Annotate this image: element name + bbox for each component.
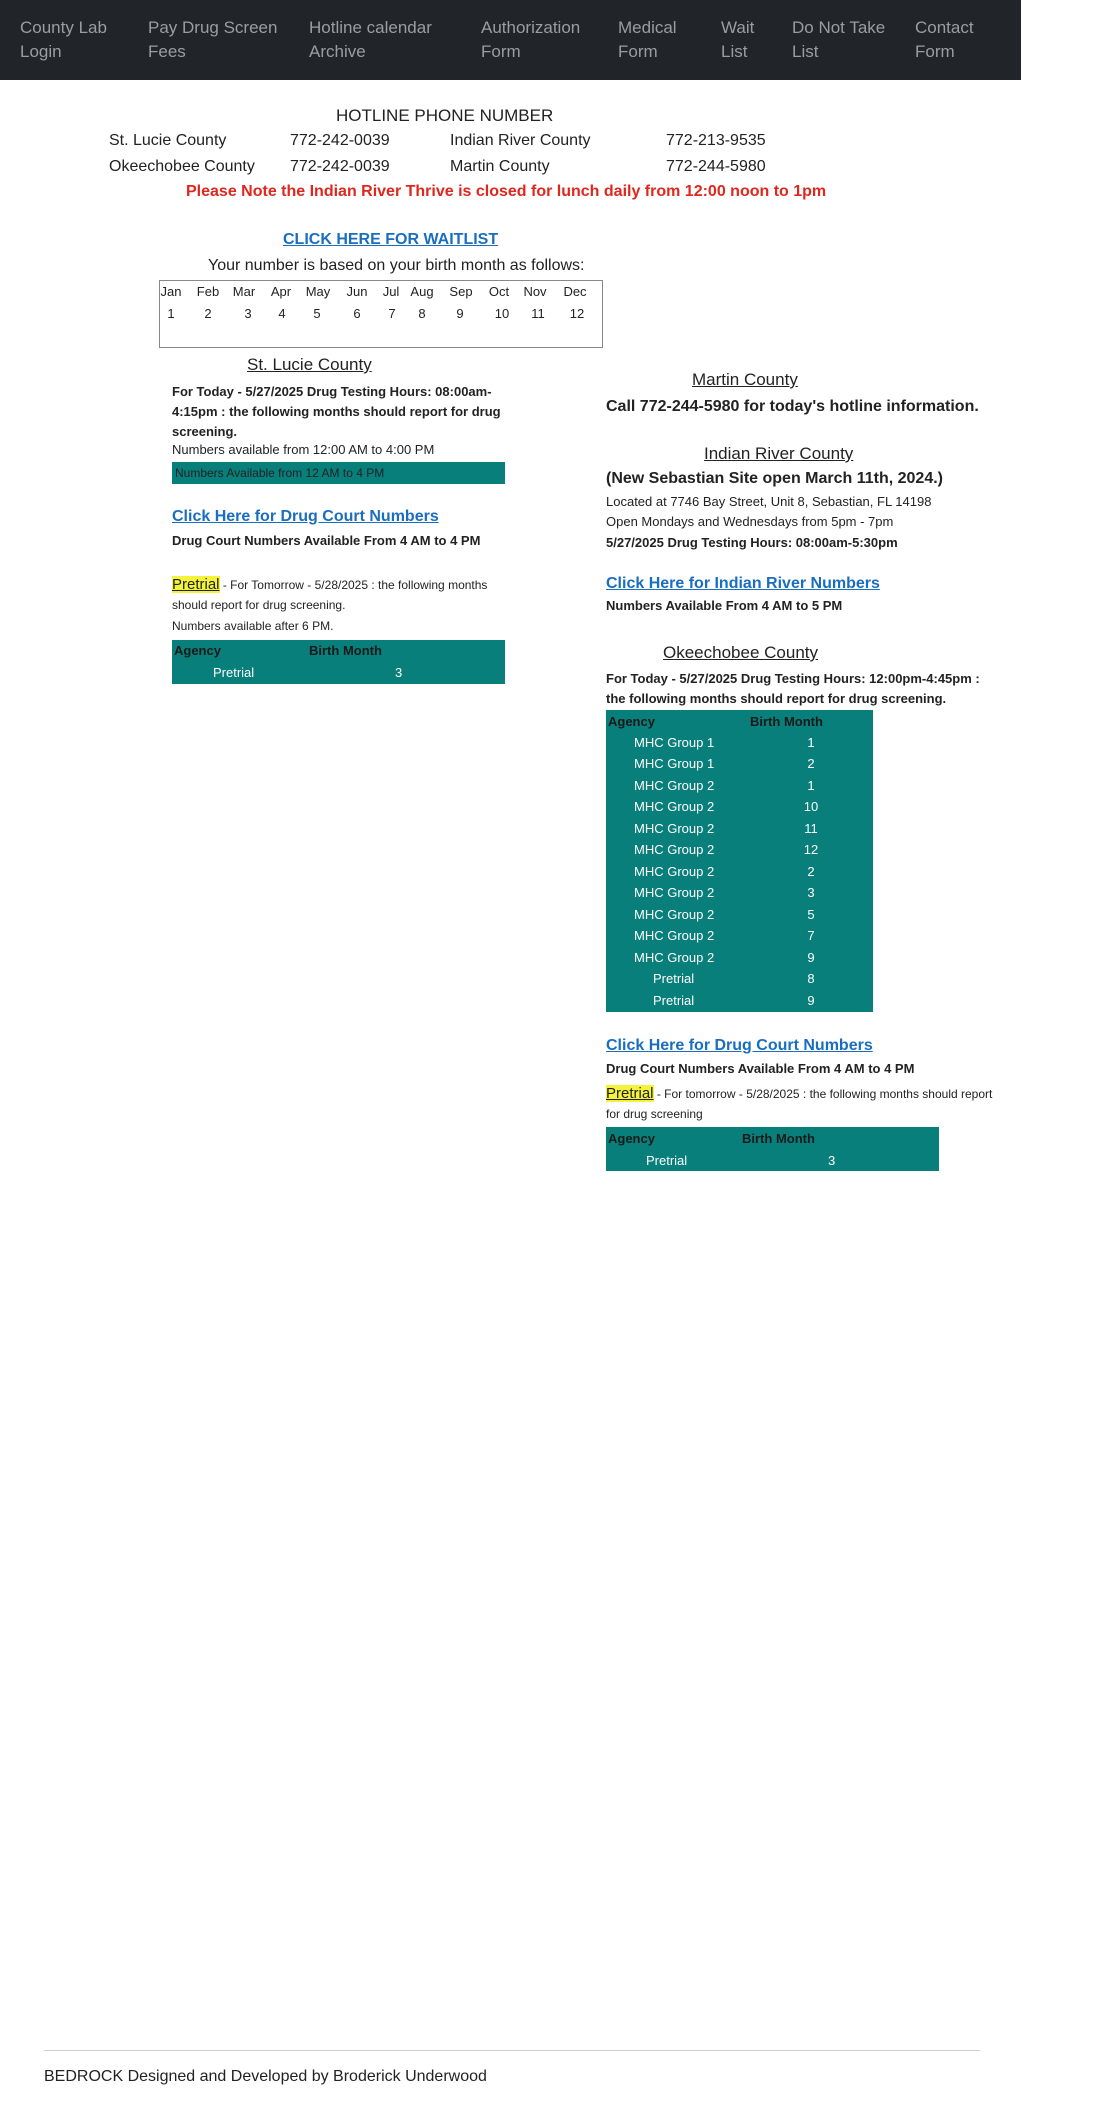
month-label: Apr — [270, 284, 292, 299]
okeechobee-today: For Today - 5/27/2025 Drug Testing Hours: 12:00pm-4:45pm : the following months should report for drug screening. — [606, 671, 980, 706]
stlucie-pretrial-label: Pretrial — [172, 576, 220, 593]
month-label: Mar — [232, 284, 256, 299]
indian-river-title: Indian River County — [704, 444, 854, 463]
month-number: 9 — [456, 306, 464, 321]
stlucie-pretrial-after: Numbers available after 6 PM. — [172, 619, 334, 633]
table-cell: 7 — [807, 928, 815, 943]
nav-pay-drug-screen-fees[interactable]: Pay Drug Screen Fees — [148, 18, 278, 61]
stlucie-available-bar-text: Numbers Available from 12 AM to 4 PM — [175, 466, 385, 480]
okeechobee-drug-court-note: Drug Court Numbers Available From 4 AM to 4 PM — [606, 1061, 915, 1076]
table-cell: MHC Group 2 — [634, 799, 715, 814]
month-number: 8 — [418, 306, 426, 321]
table-cell: 3 — [807, 885, 815, 900]
table-cell: MHC Group 2 — [634, 950, 715, 965]
nav-contact-form[interactable]: Contact Form — [915, 18, 974, 61]
okeechobee-pretrial-label: Pretrial — [606, 1085, 654, 1102]
month-number: 4 — [278, 306, 286, 321]
month-number: 7 — [388, 306, 396, 321]
table-cell: 5 — [807, 907, 815, 922]
table-cell: MHC Group 2 — [634, 821, 715, 836]
hotline-county: Martin County — [450, 158, 550, 175]
table-cell: MHC Group 1 — [634, 756, 715, 771]
month-label: Aug — [410, 284, 434, 299]
table-cell: MHC Group 2 — [634, 907, 715, 922]
table-cell: 12 — [803, 842, 819, 857]
month-number: 2 — [204, 306, 212, 321]
hotline-county: St. Lucie County — [109, 132, 227, 149]
indian-river-note: Numbers Available From 4 AM to 5 PM — [606, 598, 843, 613]
stlucie-title: St. Lucie County — [247, 355, 372, 374]
nav-wait-list[interactable]: Wait List — [721, 18, 755, 61]
table-cell: 3 — [828, 1153, 836, 1168]
month-label: Oct — [488, 284, 510, 299]
hotline-phone: 772-244-5980 — [666, 158, 766, 175]
martin-title: Martin County — [692, 370, 798, 389]
table-header: Birth Month — [750, 714, 823, 729]
nav-do-not-take-list[interactable]: Do Not Take List — [792, 18, 886, 61]
footer-credit: BEDROCK Designed and Developed by Broderick Underwood — [44, 2068, 487, 2085]
nav-county-lab-login[interactable]: County Lab Login — [20, 18, 107, 61]
table-cell: 9 — [807, 993, 815, 1008]
month-label: Jun — [346, 284, 368, 299]
hotline-phone: 772-213-9535 — [666, 132, 766, 149]
month-number: 10 — [494, 306, 510, 321]
month-number: 1 — [167, 306, 175, 321]
footer-divider — [44, 2050, 980, 2051]
month-number: 12 — [569, 306, 585, 321]
table-cell: 1 — [807, 735, 815, 750]
indian-river-site: (New Sebastian Site open March 11th, 2024.) — [606, 470, 943, 487]
stlucie-pretrial-block — [172, 575, 507, 615]
lunch-notice: Please Note the Indian River Thrive is closed for lunch daily from 12:00 noon to 1pm — [186, 183, 827, 200]
table-cell: Pretrial — [646, 1153, 688, 1168]
table-cell: Pretrial — [213, 665, 255, 680]
birth-month-intro: Your number is based on your birth month as follows: — [208, 257, 585, 274]
stlucie-pretrial-text: - For Tomorrow - 5/28/2025 : the following months should report for drug screening. — [172, 578, 488, 612]
month-number: 6 — [353, 306, 361, 321]
nav-medical-form[interactable]: Medical Form — [618, 18, 677, 61]
indian-river-hours: 5/27/2025 Drug Testing Hours: 08:00am-5:30pm — [606, 535, 898, 550]
top-navbar — [0, 0, 1021, 80]
nav-authorization-form[interactable]: Authorization Form — [481, 18, 581, 61]
month-label: Feb — [196, 284, 220, 299]
month-number: 3 — [244, 306, 252, 321]
martin-call: Call 772-244-5980 for today's hotline information. — [606, 398, 979, 415]
table-cell: 8 — [807, 971, 815, 986]
table-cell: MHC Group 2 — [634, 842, 715, 857]
hotline-county: Indian River County — [450, 132, 591, 149]
table-header: Birth Month — [309, 643, 382, 658]
okeechobee-title: Okeechobee County — [663, 643, 818, 662]
table-header: Agency — [608, 1131, 655, 1146]
month-label: Jan — [160, 284, 182, 299]
month-label: Nov — [523, 284, 547, 299]
table-cell: 9 — [807, 950, 815, 965]
month-number: 11 — [531, 306, 545, 321]
hotline-county: Okeechobee County — [109, 158, 255, 175]
okeechobee-pretrial-block — [606, 1084, 996, 1124]
waitlist-link[interactable]: CLICK HERE FOR WAITLIST — [283, 231, 499, 248]
stlucie-available-bar — [172, 462, 505, 484]
stlucie-today: For Today - 5/27/2025 Drug Testing Hours: 08:00am-4:15pm : the following months should report for drug screening. — [172, 384, 501, 439]
month-label: Jul — [382, 284, 400, 299]
table-cell: Pretrial — [653, 993, 695, 1008]
table-cell: MHC Group 2 — [634, 885, 715, 900]
table-cell: 1 — [807, 778, 815, 793]
month-label: Dec — [563, 284, 587, 299]
indian-river-open: Open Mondays and Wednesdays from 5pm - 7pm — [606, 514, 894, 529]
okeechobee-drug-court-link[interactable]: Click Here for Drug Court Numbers — [606, 1037, 873, 1054]
table-cell: MHC Group 2 — [634, 778, 715, 793]
hotline-phone: 772-242-0039 — [290, 158, 390, 175]
hotline-phone: 772-242-0039 — [290, 132, 390, 149]
table-header: Birth Month — [742, 1131, 815, 1146]
table-cell: MHC Group 2 — [634, 864, 715, 879]
table-cell: 10 — [803, 799, 819, 814]
table-cell: 2 — [807, 864, 815, 879]
okeechobee-pretrial-text: - For tomorrow - 5/28/2025 : the following months should report for drug screening — [606, 1087, 993, 1121]
indian-river-numbers-link[interactable]: Click Here for Indian River Numbers — [606, 575, 880, 592]
table-cell: 11 — [804, 821, 818, 836]
stlucie-drug-court-link[interactable]: Click Here for Drug Court Numbers — [172, 508, 439, 525]
table-cell: 3 — [395, 665, 403, 680]
hotline-title: HOTLINE PHONE NUMBER — [336, 106, 554, 125]
indian-river-location: Located at 7746 Bay Street, Unit 8, Sebastian, FL 14198 — [606, 494, 932, 509]
stlucie-drug-court-note: Drug Court Numbers Available From 4 AM to 4 PM — [172, 533, 481, 548]
month-label: May — [305, 284, 331, 299]
table-cell: 2 — [807, 756, 815, 771]
month-label: Sep — [449, 284, 473, 299]
table-header: Agency — [608, 714, 655, 729]
table-header: Agency — [174, 643, 221, 658]
month-number: 5 — [313, 306, 321, 321]
stlucie-available: Numbers available from 12:00 AM to 4:00 PM — [172, 442, 435, 457]
table-cell: MHC Group 1 — [634, 735, 715, 750]
table-cell: MHC Group 2 — [634, 928, 715, 943]
nav-hotline-calendar-archive[interactable]: Hotline calendar Archive — [309, 18, 432, 61]
table-cell: Pretrial — [653, 971, 695, 986]
